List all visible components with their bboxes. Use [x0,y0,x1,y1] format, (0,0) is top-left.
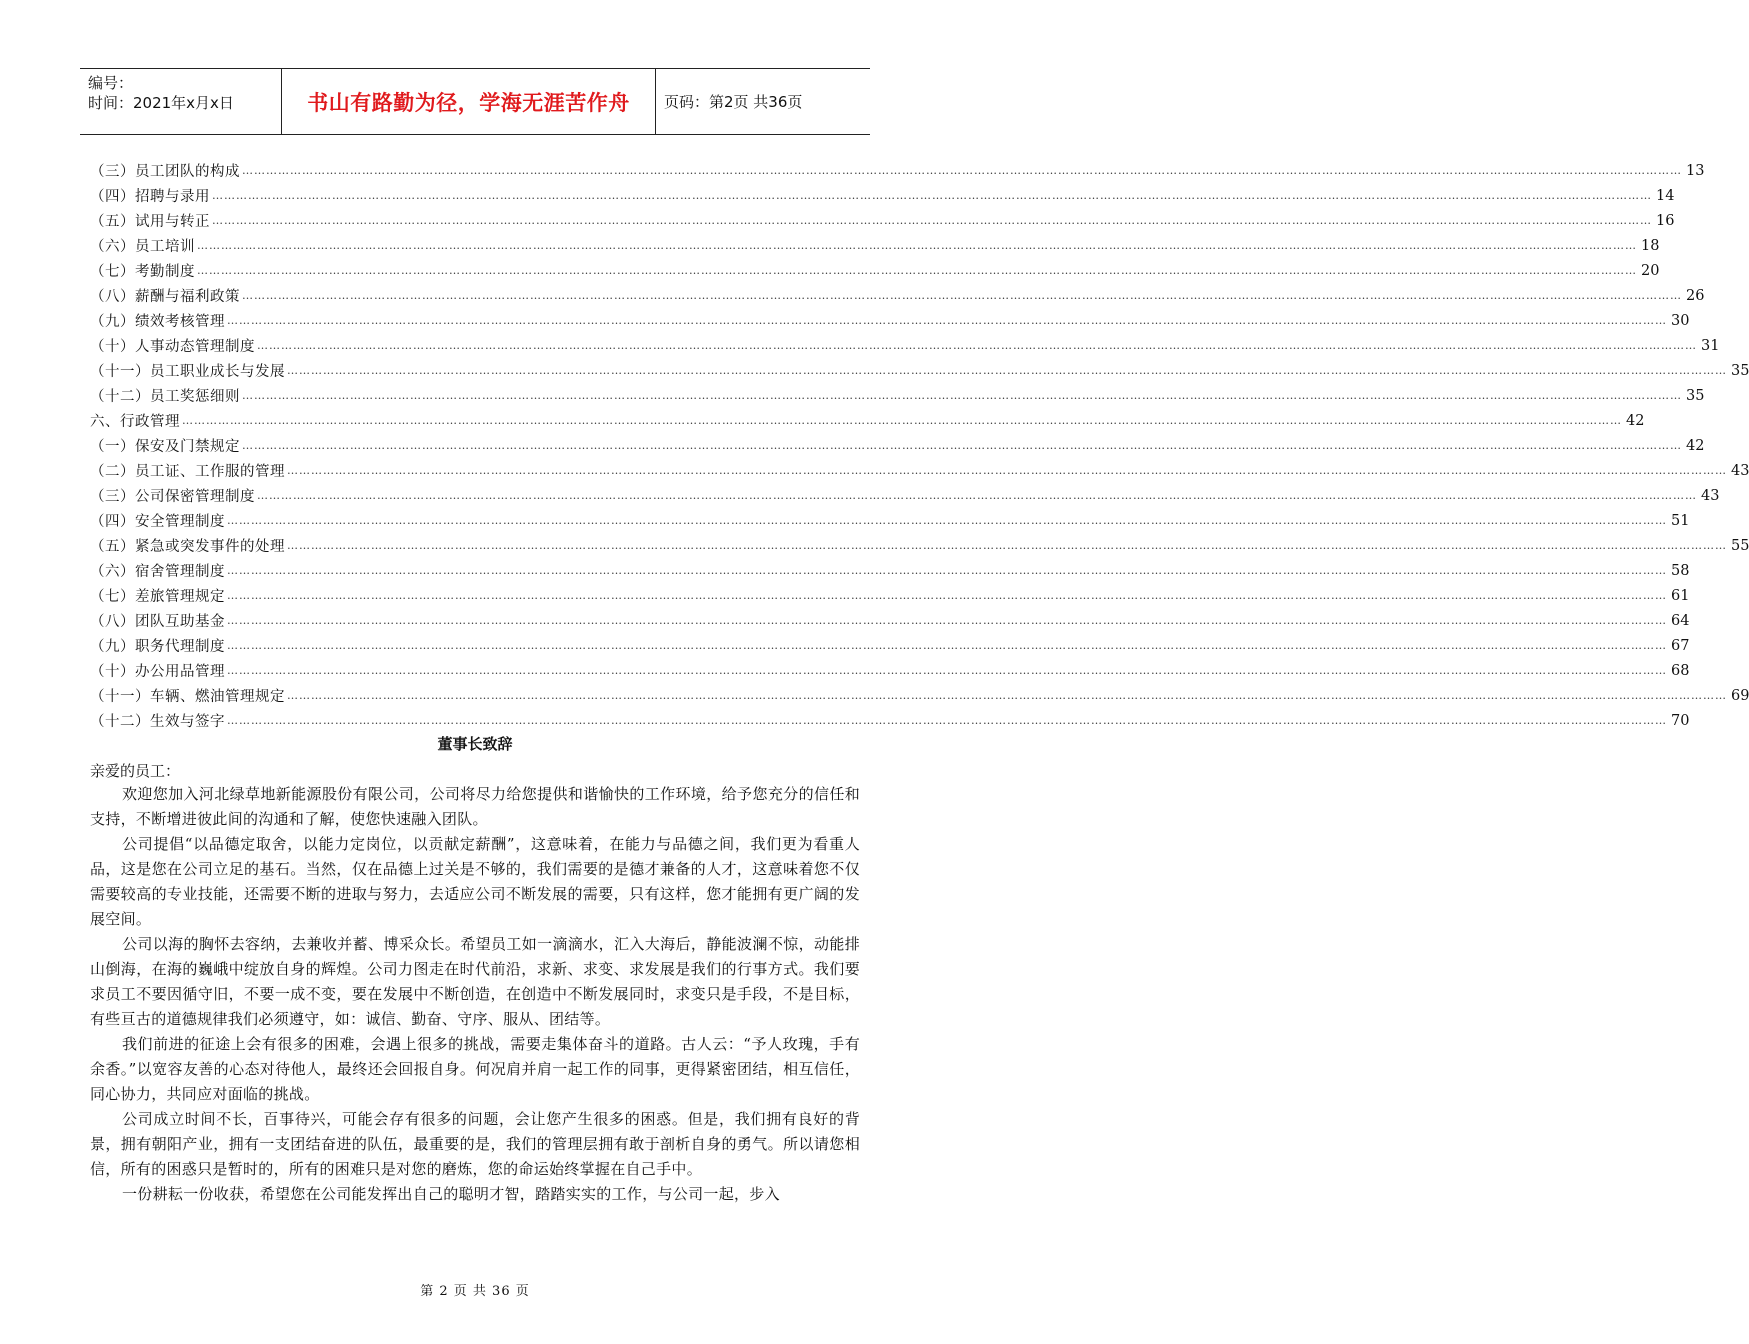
toc-entry-label: （十）办公用品管理 [90,664,225,680]
toc-entry [90,658,1690,683]
letter-paragraph: 欢迎您加入河北绿草地新能源股份有限公司，公司将尽力给您提供和谐愉快的工作环境，给予您充分的信任和支持，不断增进彼此间的沟通和了解，使您快速融入团队。 [90,785,860,828]
toc-leader-dots: ……………………………………………………………………………………………………………………………………………………………………………………………………………………………………………………………………………………………………………………………… [242,164,1682,177]
toc-leader-dots: ……………………………………………………………………………………………………………………………………………………………………………………………………………………………………………………………………………………………………………………………… [227,664,1667,677]
number-label: 编号： [88,74,134,92]
motto-text: 书山有路勤为径，学海无涯苦作舟 [307,90,630,115]
toc-leader-dots: ……………………………………………………………………………………………………………………………………………………………………………………………………………………………………………………………………………………………………………………………… [227,639,1667,652]
toc-entry-page: 70 [1671,712,1690,729]
toc-entry-page: 42 [1626,412,1645,429]
toc-entry-label: （四）安全管理制度 [90,514,225,530]
toc-entry [90,233,1660,258]
toc-entry [90,308,1690,333]
toc-entry-label: （九）职务代理制度 [90,639,225,655]
toc-entry-page: 67 [1671,637,1690,654]
toc-entry [90,583,1690,608]
toc-entry [90,158,1705,183]
toc-entry-label: （六）宿舍管理制度 [90,564,225,580]
toc-entry [90,333,1720,358]
toc-entry-page: 13 [1686,162,1705,179]
toc-entry [90,558,1690,583]
toc-entry-page: 51 [1671,512,1690,529]
toc-entry [90,483,1720,508]
toc-entry-page: 26 [1686,287,1705,304]
toc-entry-page: 68 [1671,662,1690,679]
toc-entry [90,283,1705,308]
toc-entry-page: 35 [1731,362,1749,379]
toc-entry-page: 43 [1731,462,1749,479]
page-footer: 第 2 页 共 36 页 [420,1284,530,1299]
letter-body [90,782,860,1207]
toc-entry-page: 35 [1686,387,1705,404]
toc-leader-dots: ……………………………………………………………………………………………………………………………………………………………………………………………………………………………………………………………………………………………………………………………… [287,364,1727,377]
toc-entry-page: 42 [1686,437,1705,454]
toc-leader-dots: ……………………………………………………………………………………………………………………………………………………………………………………………………………………………………………………………………………………………………………………………… [182,414,1622,427]
document-header [80,68,870,135]
toc-entry [90,458,1749,483]
letter-greeting: 亲爱的员工： [90,762,181,780]
toc-entry-page: 61 [1671,587,1690,604]
toc-entry-page: 55 [1731,537,1749,554]
toc-entry-label: （五）紧急或突发事件的处理 [90,539,285,555]
toc-leader-dots: ……………………………………………………………………………………………………………………………………………………………………………………………………………………………………………………………………………………………………………………………… [242,289,1682,302]
table-of-contents [90,158,1749,733]
header-left-cell [80,69,281,134]
toc-entry-page: 58 [1671,562,1690,579]
toc-entry-page: 43 [1701,487,1720,504]
toc-leader-dots: ……………………………………………………………………………………………………………………………………………………………………………………………………………………………………………………………………………………………………………………………… [227,564,1667,577]
toc-entry [90,633,1690,658]
toc-entry-label: （十二）员工奖惩细则 [90,389,240,405]
toc-entry-label: （一）保安及门禁规定 [90,439,240,455]
toc-entry [90,208,1675,233]
letter-paragraph: 公司提倡“以品德定取舍，以能力定岗位，以贡献定薪酬”，这意味着，在能力与品德之间，我们更为看重人品，这是您在公司立足的基石。当然，仅在品德上过关是不够的，我们需要的是德才兼备的人才，这意味着您不仅需要较高的专业技能，还需要不断的进取与努力，去适应公司不断发展的需要，只有这样，您才能拥有更广阔的发展空间。 [90,835,860,928]
toc-entry-label: （七）考勤制度 [90,264,195,280]
toc-leader-dots: ……………………………………………………………………………………………………………………………………………………………………………………………………………………………………………………………………………………………………………………………… [287,464,1727,477]
toc-leader-dots: ……………………………………………………………………………………………………………………………………………………………………………………………………………………………………………………………………………………………………………………………… [227,714,1667,727]
toc-entry-label: （五）试用与转正 [90,214,210,230]
toc-leader-dots: ……………………………………………………………………………………………………………………………………………………………………………………………………………………………………………………………………………………………………………………………… [212,189,1652,202]
toc-entry-label: （十二）生效与签字 [90,714,225,730]
page-info: 页码：第2页 共36页 [664,93,803,111]
toc-entry-label: （二）员工证、工作服的管理 [90,464,285,480]
toc-entry-page: 16 [1656,212,1675,229]
toc-leader-dots: ……………………………………………………………………………………………………………………………………………………………………………………………………………………………………………………………………………………………………………………………… [227,589,1667,602]
toc-entry [90,608,1690,633]
toc-leader-dots: ……………………………………………………………………………………………………………………………………………………………………………………………………………………………………………………………………………………………………………………………… [287,689,1727,702]
toc-leader-dots: ……………………………………………………………………………………………………………………………………………………………………………………………………………………………………………………………………………………………………………………………… [257,339,1697,352]
toc-entry-label: （八）团队互助基金 [90,614,225,630]
toc-leader-dots: ……………………………………………………………………………………………………………………………………………………………………………………………………………………………………………………………………………………………………………………………… [242,389,1682,402]
toc-entry [90,683,1749,708]
toc-entry [90,708,1690,733]
toc-leader-dots: ……………………………………………………………………………………………………………………………………………………………………………………………………………………………………………………………………………………………………………………………… [227,314,1667,327]
toc-entry-label: （三）员工团队的构成 [90,164,240,180]
toc-entry [90,258,1660,283]
toc-entry-page: 14 [1656,187,1675,204]
toc-entry [90,508,1690,533]
toc-entry-page: 69 [1731,687,1749,704]
time-label: 时间：2021年x月x日 [88,94,234,112]
letter-paragraph: 公司成立时间不长，百事待兴，可能会存有很多的问题，会让您产生很多的困惑。但是，我们拥有良好的背景，拥有朝阳产业，拥有一支团结奋进的队伍，最重要的是，我们的管理层拥有敢于剖析自身的勇气。所以请您相信，所有的困惑只是暂时的，所有的困难只是对您的磨炼，您的命运始终掌握在自己手中。 [90,1110,860,1178]
toc-leader-dots: ……………………………………………………………………………………………………………………………………………………………………………………………………………………………………………………………………………………………………………………………… [287,539,1727,552]
toc-entry-page: 64 [1671,612,1690,629]
toc-leader-dots: ……………………………………………………………………………………………………………………………………………………………………………………………………………………………………………………………………………………………………………………………… [242,439,1682,452]
toc-leader-dots: ……………………………………………………………………………………………………………………………………………………………………………………………………………………………………………………………………………………………………………………………… [212,214,1652,227]
toc-entry-page: 20 [1641,262,1660,279]
toc-entry-label: （十）人事动态管理制度 [90,339,255,355]
toc-entry-page: 18 [1641,237,1660,254]
toc-entry [90,183,1675,208]
toc-entry-page: 30 [1671,312,1690,329]
letter-paragraph: 我们前进的征途上会有很多的困难，会遇上很多的挑战，需要走集体奋斗的道路。古人云：“予人玫瑰，手有余香。”以宽容友善的心态对待他人，最终还会回报自身。何况肩并肩一起工作的同事，更得紧密团结，相互信任，同心协力，共同应对面临的挑战。 [90,1035,860,1103]
header-page-cell [656,69,870,134]
toc-leader-dots: ……………………………………………………………………………………………………………………………………………………………………………………………………………………………………………………………………………………………………………………………… [227,614,1667,627]
toc-entry [90,433,1705,458]
toc-leader-dots: ……………………………………………………………………………………………………………………………………………………………………………………………………………………………………………………………………………………………………………………………… [197,239,1637,252]
toc-entry [90,408,1645,433]
toc-leader-dots: ……………………………………………………………………………………………………………………………………………………………………………………………………………………………………………………………………………………………………………………………… [257,489,1697,502]
toc-leader-dots: ……………………………………………………………………………………………………………………………………………………………………………………………………………………………………………………………………………………………………………………………… [197,264,1637,277]
letter-paragraph: 公司以海的胸怀去容纳，去兼收并蓄、博采众长。希望员工如一滴滴水，汇入大海后，静能波澜不惊，动能排山倒海，在海的巍峨中绽放自身的辉煌。公司力图走在时代前沿，求新、求变、求发展是我们的行事方式。我们要求员工不要因循守旧，不要一成不变，要在发展中不断创造，在创造中不断发展同时，求变只是手段，不是目标，有些亘古的道德规律我们必须遵守，如：诚信、勤奋、守序、服从、团结等。 [90,935,860,1028]
toc-entry-label: （四）招聘与录用 [90,189,210,205]
toc-entry-label: （十一）车辆、燃油管理规定 [90,689,285,705]
toc-entry-page: 31 [1701,337,1720,354]
toc-entry [90,383,1705,408]
toc-entry-label: （六）员工培训 [90,239,195,255]
toc-entry [90,358,1749,383]
toc-entry-label: （八）薪酬与福利政策 [90,289,240,305]
toc-entry-label: （三）公司保密管理制度 [90,489,255,505]
letter-paragraph: 一份耕耘一份收获，希望您在公司能发挥出自己的聪明才智，踏踏实实的工作，与公司一起，步入 [122,1185,780,1203]
toc-entry-label: （九）绩效考核管理 [90,314,225,330]
toc-leader-dots: ……………………………………………………………………………………………………………………………………………………………………………………………………………………………………………………………………………………………………………………………… [227,514,1667,527]
letter-title: 董事长致辞 [437,735,513,753]
toc-entry-label: 六、行政管理 [90,414,180,430]
toc-entry [90,533,1749,558]
toc-entry-label: （七）差旅管理规定 [90,589,225,605]
header-motto-cell [281,69,656,134]
toc-entry-label: （十一）员工职业成长与发展 [90,364,285,380]
